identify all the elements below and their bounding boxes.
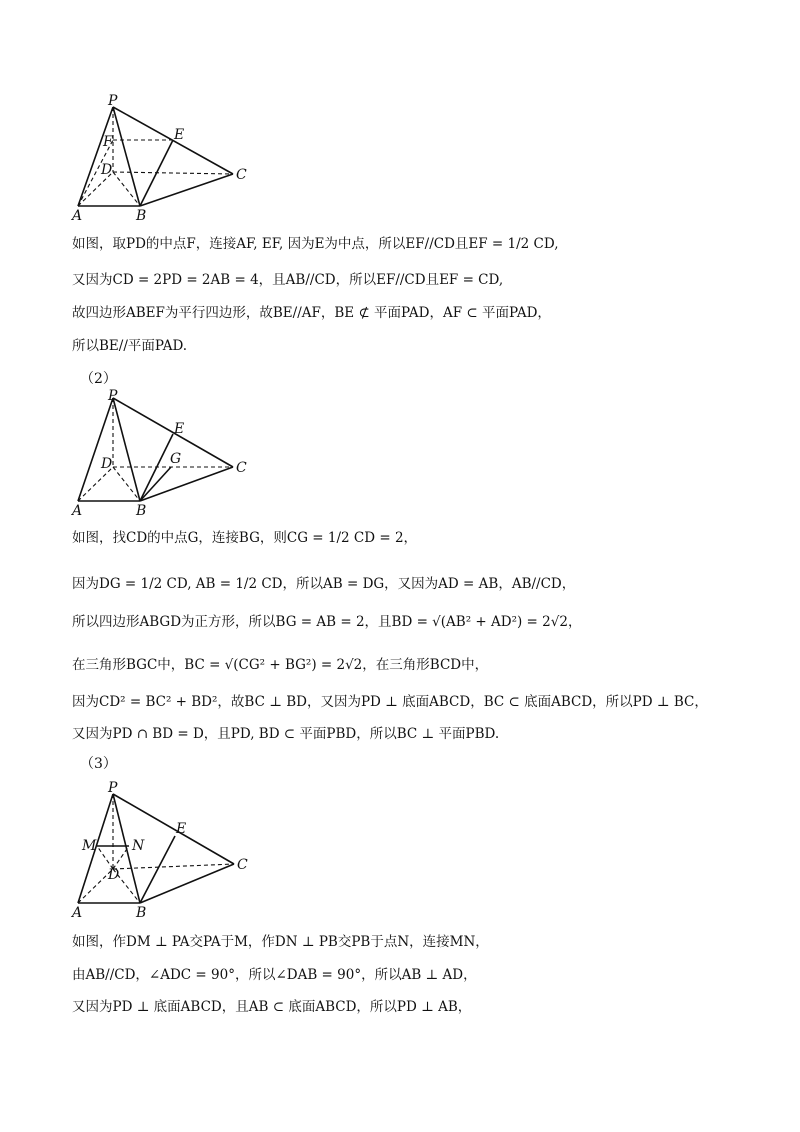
edge-dn (113, 846, 129, 869)
part1-line-3: 故四边形ABEF为平行四边形，故BE//AF，BE ⊄ 平面PAD，AF ⊂ 平面PAD， (72, 305, 551, 321)
label-b: B (136, 503, 147, 519)
label-b: B (136, 905, 147, 921)
edge-pa (78, 107, 113, 206)
part2-line-6: 又因为PD ∩ BD = D，且PD, BD ⊂ 平面PBD，所以BC ⊥ 平面PBD. (72, 726, 500, 742)
label-p: P (108, 388, 118, 404)
label-c: C (236, 167, 247, 183)
label-e: E (176, 821, 187, 837)
part3-label: （3） (80, 756, 117, 772)
label-p: P (108, 780, 118, 796)
edge-pb (113, 398, 140, 501)
part2-label: （2） (80, 371, 117, 387)
label-e: E (174, 421, 185, 437)
part2-line-5: 因为CD² = BC² + BD²，故BC ⊥ BD，又因为PD ⊥ 底面ABCD，BC ⊂ 底面ABCD，所以PD ⊥ BC， (72, 694, 708, 710)
edge-pb (113, 107, 140, 206)
figure-2-pyramid (70, 388, 260, 518)
part1-line-2: 又因为CD = 2PD = 2AB = 4，且AB//CD，所以EF//CD且EF = CD, (72, 272, 504, 288)
part2-line-2: 因为DG = 1/2 CD, AB = 1/2 CD，所以AB = DG，又因为AD = AB，AB//CD， (72, 576, 576, 592)
part2-line-1: 如图，找CD的中点G，连接BG，则CG = 1/2 CD = 2， (72, 530, 418, 546)
label-a: A (72, 905, 83, 921)
label-d: D (108, 867, 120, 883)
label-d: D (101, 162, 113, 178)
figure-3-pyramid (70, 780, 260, 920)
edge-pa (78, 398, 113, 501)
edge-bc (140, 864, 234, 903)
edge-be (140, 836, 175, 903)
edge-dm (97, 846, 113, 869)
part3-line-1: 如图，作DM ⊥ PA交PA于M，作DN ⊥ PB交PB于点N，连接MN， (72, 934, 489, 950)
label-d: D (101, 456, 113, 472)
label-a: A (72, 208, 83, 224)
label-g: G (170, 451, 182, 467)
label-e: E (174, 127, 185, 143)
part2-line-4: 在三角形BGC中，BC = √(CG² + BG²) = 2√2，在三角形BCD中， (72, 657, 489, 673)
label-a: A (72, 503, 83, 519)
part1-line-4: 所以BE//平面PAD. (72, 338, 188, 354)
label-f: F (103, 134, 113, 150)
part3-line-2: 由AB//CD，∠ADC = 90°，所以∠DAB = 90°，所以AB ⊥ AD， (72, 967, 477, 983)
figure-1-pyramid (70, 92, 260, 222)
part2-line-3: 所以四边形ABGD为正方形，所以BG = AB = 2，且BD = √(AB² + AD²) = 2√2， (72, 614, 582, 630)
part3-line-3: 又因为PD ⊥ 底面ABCD，且AB ⊂ 底面ABCD，所以PD ⊥ AB， (72, 999, 472, 1015)
label-c: C (237, 857, 248, 873)
part1-line-1: 如图，取PD的中点F，连接AF, EF, 因为E为中点，所以EF//CD且EF = 1/2 CD, (72, 236, 559, 252)
label-p: P (108, 93, 118, 109)
label-c: C (236, 460, 247, 476)
label-m: M (82, 838, 97, 854)
label-b: B (136, 208, 147, 224)
label-n: N (132, 838, 145, 854)
